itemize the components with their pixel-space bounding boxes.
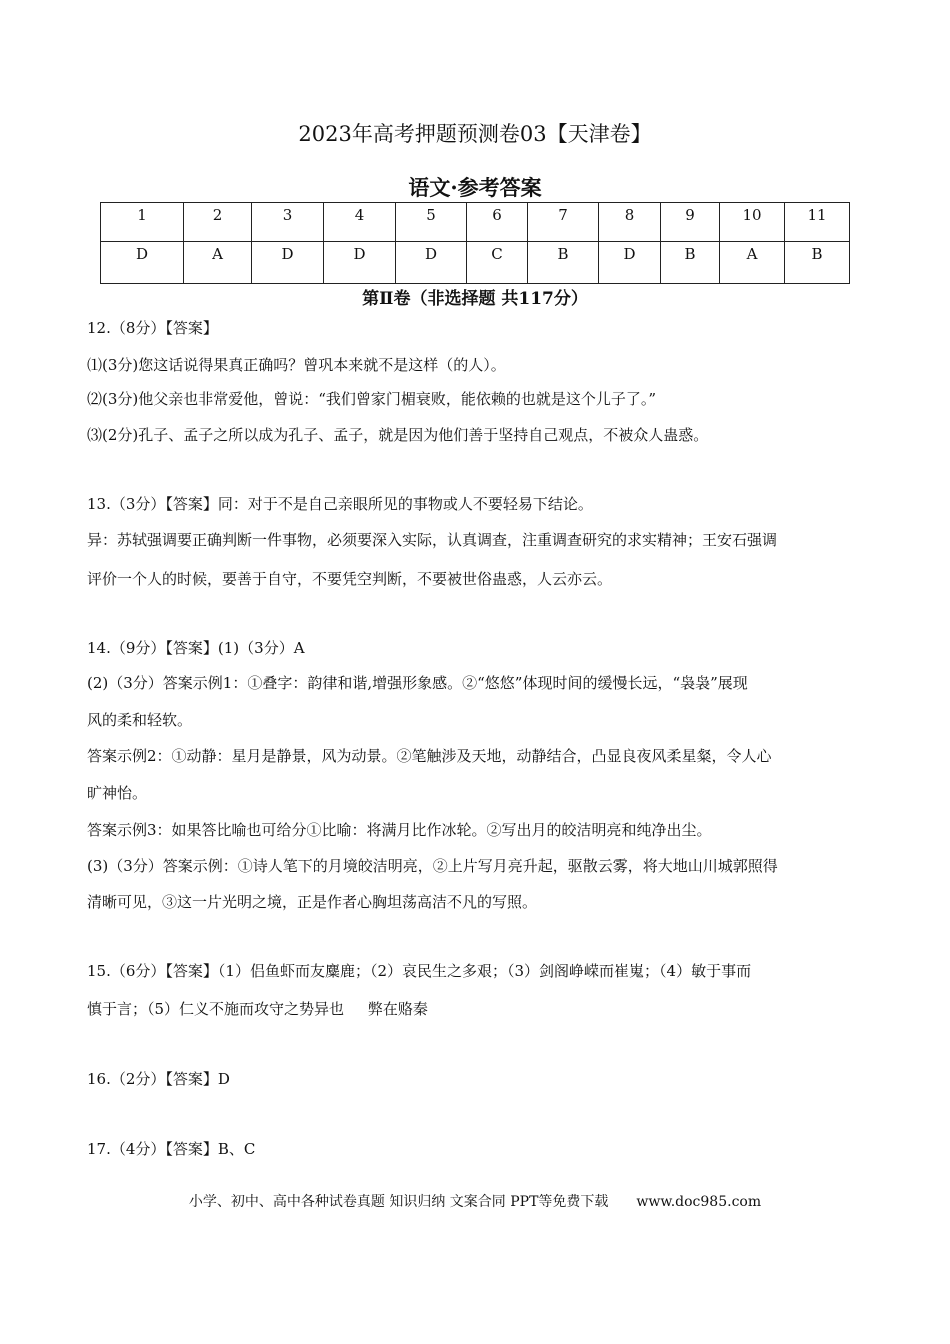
- q14-line-1: 14.（9分）【答案】(1)（3分）A: [87, 639, 305, 657]
- q14-line-8: 清晰可见，③这一片光明之境，正是作者心胸坦荡高洁不凡的写照。: [87, 893, 538, 911]
- answer-cell: B: [661, 242, 720, 284]
- question-number-cell: 1: [101, 203, 184, 242]
- answer-row: [101, 242, 850, 284]
- q14-line-6: 答案示例3：如果答比喻也可给分①比喻：将满月比作冰轮。②写出月的皎洁明亮和纯净出尘。: [87, 821, 712, 839]
- document-title: 2023年高考押题预测卷03【天津卷】: [298, 122, 652, 146]
- footer: [0, 1191, 950, 1211]
- q12-heading: 12.（8分）【答案】: [87, 319, 218, 337]
- question-number-cell: 8: [599, 203, 661, 242]
- answer-cell: D: [101, 242, 184, 284]
- question-number-row: [101, 203, 850, 242]
- q15-line-2: 慎于言；（5）仁义不施而攻守之势异也 弊在赂秦: [87, 1000, 428, 1018]
- question-number-cell: 2: [184, 203, 252, 242]
- answer-cell: D: [396, 242, 467, 284]
- question-number-cell: 3: [252, 203, 324, 242]
- answer-cell: A: [720, 242, 785, 284]
- q16-line-1: 16.（2分）【答案】D: [87, 1070, 230, 1088]
- q14-line-2: (2)（3分）答案示例1：①叠字：韵律和谐,增强形象感。②“悠悠”体现时间的缓慢长远，“袅袅”展现: [87, 674, 748, 692]
- q13-line-2: 异：苏轼强调要正确判断一件事物，必须要深入实际，认真调查，注重调查研究的求实精神；王安石强调: [87, 531, 778, 549]
- question-number-cell: 6: [467, 203, 528, 242]
- question-number-cell: 7: [528, 203, 599, 242]
- answer-cell: A: [184, 242, 252, 284]
- question-number-cell: 4: [324, 203, 396, 242]
- answer-cell: B: [785, 242, 850, 284]
- answer-cell: D: [252, 242, 324, 284]
- footer-text: 小学、初中、高中各种试卷真题 知识归纳 文案合同 PPT等免费下载: [188, 1194, 609, 1210]
- q12-answer-1: ⑴(3分)您这话说得果真正确吗？曾巩本来就不是这样（的人）。: [87, 356, 506, 374]
- document-subtitle: 语文·参考答案: [408, 175, 542, 200]
- answer-cell: C: [467, 242, 528, 284]
- answer-cell: B: [528, 242, 599, 284]
- q14-line-5: 旷神怡。: [87, 784, 148, 802]
- question-number-cell: 5: [396, 203, 467, 242]
- q14-line-3: 风的柔和轻软。: [87, 711, 193, 729]
- answer-cell: D: [324, 242, 396, 284]
- answer-table: [100, 202, 850, 284]
- q12-answer-2: ⑵(3分)他父亲也非常爱他，曾说：“我们曾家门楣衰败，能依赖的也就是这个儿子了。”: [87, 390, 657, 408]
- q13-line-3: 评价一个人的时候，要善于自守，不要凭空判断，不要被世俗蛊惑，人云亦云。: [87, 570, 613, 588]
- q15-line-1: 15.（6分）【答案】（1）侣鱼虾而友麋鹿；（2）哀民生之多艰；（3）剑阁峥嵘而崔嵬；（4）敏于事而: [87, 962, 752, 980]
- question-number-cell: 10: [720, 203, 785, 242]
- question-number-cell: 9: [661, 203, 720, 242]
- q14-line-4: 答案示例2：①动静：星月是静景，风为动景。②笔触涉及天地，动静结合，凸显良夜风柔星粲，令人心: [87, 747, 772, 765]
- question-number-cell: 11: [785, 203, 850, 242]
- q17-line-1: 17.（4分）【答案】B、C: [87, 1140, 256, 1158]
- section-header: 第Ⅱ卷（非选择题 共117分）: [362, 289, 588, 309]
- q12-answer-3: ⑶(2分)孔子、孟子之所以成为孔子、孟子，就是因为他们善于坚持自己观点，不被众人蛊惑。: [87, 426, 709, 444]
- answer-cell: D: [599, 242, 661, 284]
- q14-line-7: (3)（3分）答案示例：①诗人笔下的月境皎洁明亮，②上片写月亮升起，驱散云雾，将大地山川城郭照得: [87, 857, 778, 875]
- q13-line-1: 13.（3分）【答案】同：对于不是自己亲眼所见的事物或人不要轻易下结论。: [87, 495, 593, 513]
- footer-url[interactable]: www.doc985.com: [636, 1194, 762, 1210]
